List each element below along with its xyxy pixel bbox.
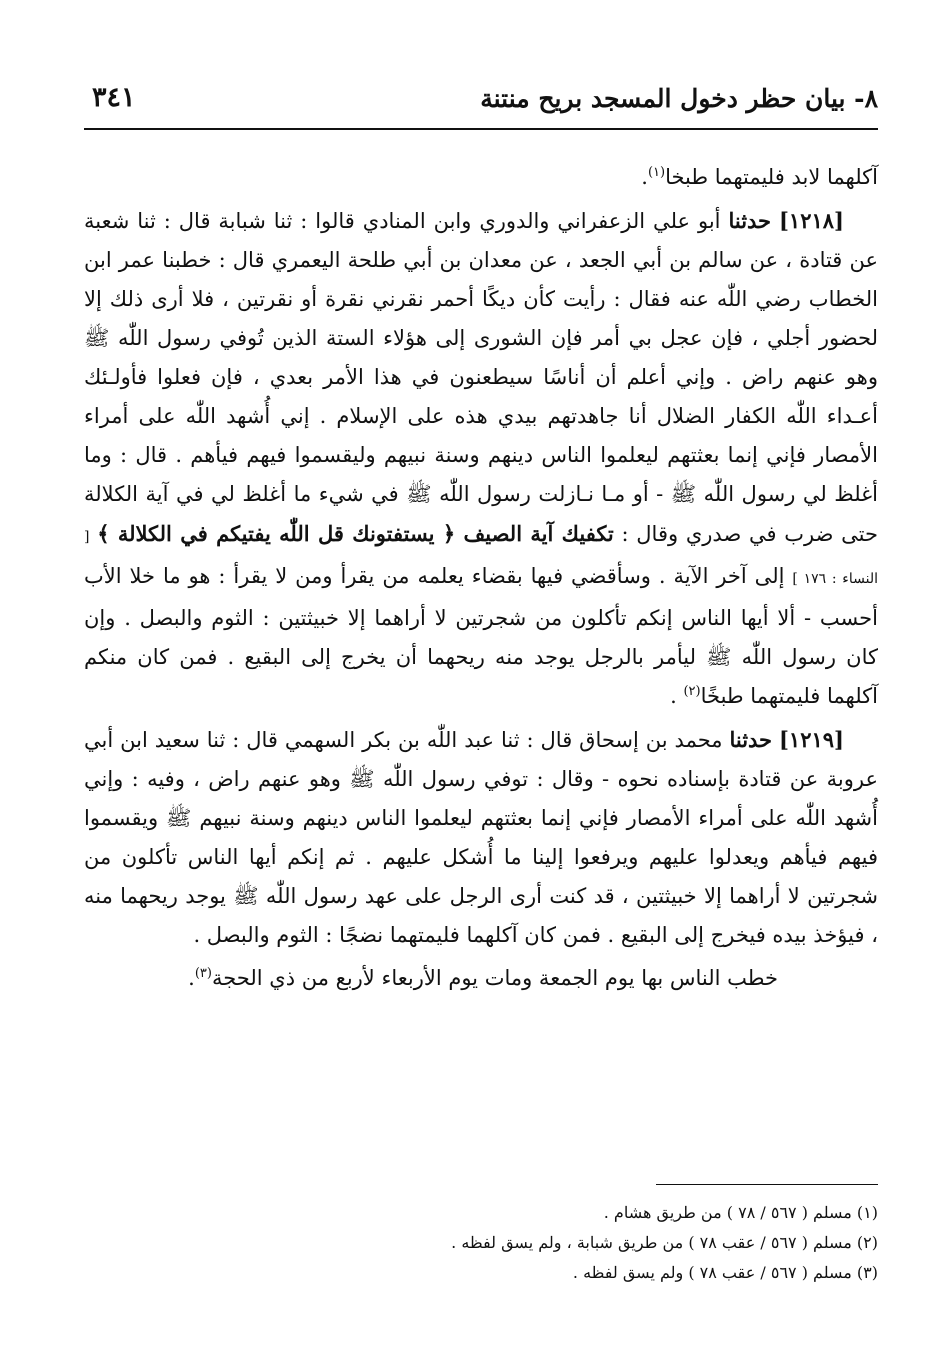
verse-reference: [ النساء : ١٧٦ ] xyxy=(84,529,879,587)
page-number: ٣٤١ xyxy=(92,82,136,113)
hadith-number-1219: [١٢١٩] xyxy=(778,727,844,752)
hadith-text-1218-part-1: أبو علي الزعفراني والدوري وابن المنادي قالوا : ثنا شبابة قال : ثنا شعبة عن قتادة ، عن سالم بن أبي الجعد ، عن معدان بن أبي طلحة اليعمري قال : خطبنا عمر ابن الخطاب رضي اللّٰه عنه فقال : رأيت كأن ديكًا أحمر نقرني نقرة أو نقرتين ، فلا أرى ذلك إلا لحضور أجلي ، فإن عجل بي أمر فإن الشورى إلى هؤلاء الستة الذين تُوفي رسول اللّٰه ﷺ وهو عنهم راض . وإني أعلم أن أناسًا سيطعنون في هذا الأمر بعدي ، فإن فعلوا فأولـئك أعـداء اللّٰه الكفار الضلال أنا جاهدتهم بيدي هذه على الإسلام . إني أُشهد اللّٰه على أمراء الأمصار فإني إنما بعثتهم ليعلموا الناس دينهم وسنة نبيهم وليقسموا فيهم فيأهم . قال : وما أغلظ لي رسول اللّٰه ﷺ - أو مـا نـازلت رسول اللّٰه ﷺ في شيء ما أغلظ لي في آية الكلالة حتى ضرب في صدري وقال : xyxy=(84,209,878,546)
closing-line xyxy=(84,959,878,998)
footnote-marker-3: (٣) xyxy=(194,966,212,981)
book-page xyxy=(84,74,878,1324)
opening-line xyxy=(84,158,878,197)
hadith-end-1218: . xyxy=(670,684,677,708)
footnote-3: (٣) مسلم ( ٥٦٧ / عقب ٧٨ ) ولم يسق لفظه . xyxy=(572,1263,878,1282)
hadith-text-1219: محمد بن إسحاق قال : ثنا عبد اللّٰه بن بكر السهمي قال : ثنا سعيد ابن أبي عروبة عن قتادة بإسناده نحوه - وقال : توفي رسول اللّٰه ﷺ وهو عنهم راض ، وفيه : وإني أُشهد اللّٰه على أمراء الأمصار فإني إنما بعثتهم ليعلموا الناس دينهم وسنة نبيهم ﷺ ويقسموا فيهم فيأهم ويعدلوا عليهم ويرفعوا إلينا ما أُشكل عليهم . ثم إنكم أيها الناس تأكلون من شجرتين لا أراهما إلا خبيثتين ، قد كنت أرى الرجل على عهد رسول اللّٰه ﷺ يوجد ريحهما منه ، فيؤخذ بيده فيخرج إلى البقيع . فمن كان آكلهما فليمتهما نضجًا : الثوم والبصل . xyxy=(84,728,878,947)
footnote-marker-2: (٢) xyxy=(683,684,701,699)
chapter-title: ٨- بيان حظر دخول المسجد بريح منتنة xyxy=(480,84,878,113)
page-header xyxy=(84,74,878,124)
main-text xyxy=(84,158,878,998)
closing-text: خطب الناس بها يوم الجمعة ومات يوم الأربعاء لأربع من ذي الحجة xyxy=(211,966,778,990)
hadith-number-1218: [١٢١٨] xyxy=(778,208,844,233)
hadith-text-1218-part-2: إلى آخر الآية . وسأقضي فيها بقضاء يعلمه من يقرأ ومن لا يقرأ : هو ما خلا الأب أحسب - ألا أيها الناس إنكم تأكلون من شجرتين لا أراهما إلا خبيثتين : الثوم والبصل . وإن كان رسول اللّٰه ﷺ ليأمر بالرجل يوجد منه ريحهما أن يخرج إلى البقيع . فمن كان منكم آكلهما فليمتهما طبخًا xyxy=(84,564,878,708)
footnote-1: (١) مسلم ( ٥٦٧ / ٧٨ ) من طريق هشام . xyxy=(603,1203,878,1222)
footnotes xyxy=(84,1198,878,1288)
footnote-marker-1: (١) xyxy=(647,165,666,180)
opening-text: آكلهما لابد فليمتهما طبخا xyxy=(665,165,878,189)
header-rule xyxy=(84,128,878,130)
hadith-1219 xyxy=(84,720,878,955)
hadith-keyword-1218: حدثنا xyxy=(728,208,772,233)
footnote-2: (٢) مسلم ( ٥٦٧ / عقب ٧٨ ) من طريق شبابة ، ولم يسق لفظه . xyxy=(451,1233,878,1252)
opening-end: . xyxy=(641,165,648,189)
hadith-keyword-1219: حدثنا xyxy=(729,727,773,752)
hadith-1218 xyxy=(84,201,878,716)
footnote-rule xyxy=(656,1184,878,1185)
quran-quote: تكفيك آية الصيف ﴿ يستفتونك قل اللّٰه يفتيكم في الكلالة ﴾ xyxy=(97,521,614,546)
closing-end: . xyxy=(188,966,195,990)
